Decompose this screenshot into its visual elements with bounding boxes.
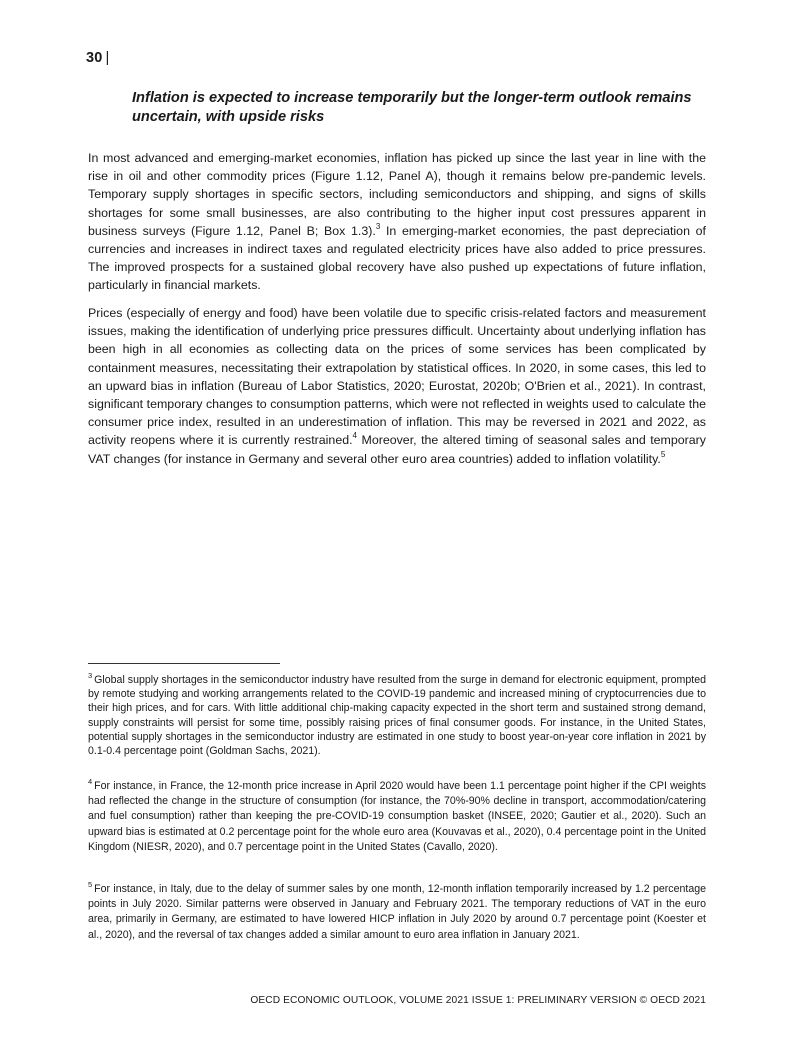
page-number-value: 30 xyxy=(86,50,103,66)
paragraph-2-text-a: Prices (especially of energy and food) have been volatile due to specific crisis-related factors and measurement issues, making the identification of underlying price pressures difficult. Uncertainty about underlying inflation has been high in all economies as collecting data on the prices of some services has been complicated by containment measures, necessitating their extrapolation by statistical offices. In 2020, in some cases, this led to an upward bias in inflation (Bureau of Labor Statistics, 2020; Eurostat, 2020b; O'Brien et al., 2021). In contrast, significant temporary changes to consumption patterns, which were not reflected in weights used to calculate the consumer price index, resulted in an underestimation of inflation. This may be reversed in 2021 and 2022, as activity reopens where it is currently restrained. xyxy=(88,306,706,448)
footnote-4 xyxy=(88,779,706,855)
footnote-5 xyxy=(88,882,706,943)
section-heading: Inflation is expected to increase temporarily but the longer-term outlook remains uncertain, with upside risks xyxy=(132,90,692,125)
paragraph-2-text-b: Moreover, the altered timing of seasonal sales and temporary VAT changes (for instance in Germany and several other euro area countries) added to inflation volatility. xyxy=(88,433,706,466)
body-paragraph-2 xyxy=(88,304,706,468)
footnote-3-number: 3 xyxy=(88,671,93,681)
footnote-3-text: Global supply shortages in the semiconductor industry have resulted from the surge in demand for electronic equipment, prompted by remote studying and working arrangements related to the COVID-19 pandemic and increased mining of cryptocurrencies due to their high prices, and for cars. With little additional chip-making capacity expected in the short term and sustained strong demand, supply constraints will persist for some time, possibly raising prices of final consumer goods. For instance, in the United States, potential supply shortages in the semiconductor industry are estimated in one study to boost year-on-year core inflation in 2021 by 0.1-0.4 percentage point (Goldman Sachs, 2021). xyxy=(88,674,706,758)
footnote-ref-3[interactable]: 3 xyxy=(375,221,381,231)
body-paragraph-1 xyxy=(88,149,706,295)
footnote-separator xyxy=(88,663,280,664)
footnote-ref-4[interactable]: 4 xyxy=(352,431,357,441)
footnote-5-text: For instance, in Italy, due to the delay of summer sales by one month, 12-month inflation temporarily increased by 1.2 percentage points in July 2020. Similar patterns were observed in January and February 2021. The temporary reductions of VAT in the euro area, primarily in Germany, are estimated to have lowered HICP inflation in July 2020 by around 0.7 percentage point (Koester et al., 2020), and the reversal of tax changes added a similar amount to euro area inflation in January 2021. xyxy=(88,883,706,941)
page-number-separator: | xyxy=(105,50,110,66)
footnote-ref-5[interactable]: 5 xyxy=(660,449,666,459)
footnote-4-number: 4 xyxy=(88,777,93,787)
footnote-3 xyxy=(88,673,706,758)
page-number xyxy=(86,50,110,66)
page-footer: OECD ECONOMIC OUTLOOK, VOLUME 2021 ISSUE 1: PRELIMINARY VERSION © OECD 2021 xyxy=(250,995,706,1006)
paragraph-1-text-a: In most advanced and emerging-market economies, inflation has picked up since the last year in line with the rise in oil and other commodity prices (Figure 1.12, Panel A), though it remains below pre-pandemic levels. Temporary supply shortages in specific sectors, including semiconductors and shipping, and signs of skills shortages for some small businesses, are also contributing to the higher input cost pressures apparent in business surveys (Figure 1.12, Panel B; Box 1.3). xyxy=(88,151,706,238)
footnote-5-number: 5 xyxy=(88,880,93,890)
paragraph-1-text-b: In emerging-market economies, the past depreciation of currencies and increases in indirect taxes and regulated electricity prices have also added to price pressures. The improved prospects for a sustained global recovery have also pushed up expectations of future inflation, particularly in financial markets. xyxy=(88,223,706,293)
footnote-4-text: For instance, in France, the 12-month price increase in April 2020 would have been 1.1 percentage point higher if the CPI weights had reflected the change in the structure of consumption (for instance, the 70%-90% decline in transport, accommodation/catering and fuel consumption) rather than keeping the pre-COVID-19 consumption basket (INSEE, 2020; Gautier et al., 2020). Such an upward bias is estimated at 0.2 percentage point for the whole euro area (Kouvavas et al., 2020), 0.4 percentage point in the United Kingdom (NIESR, 2020), and 0.7 percentage point in the United States (Cavallo, 2020). xyxy=(88,780,706,853)
